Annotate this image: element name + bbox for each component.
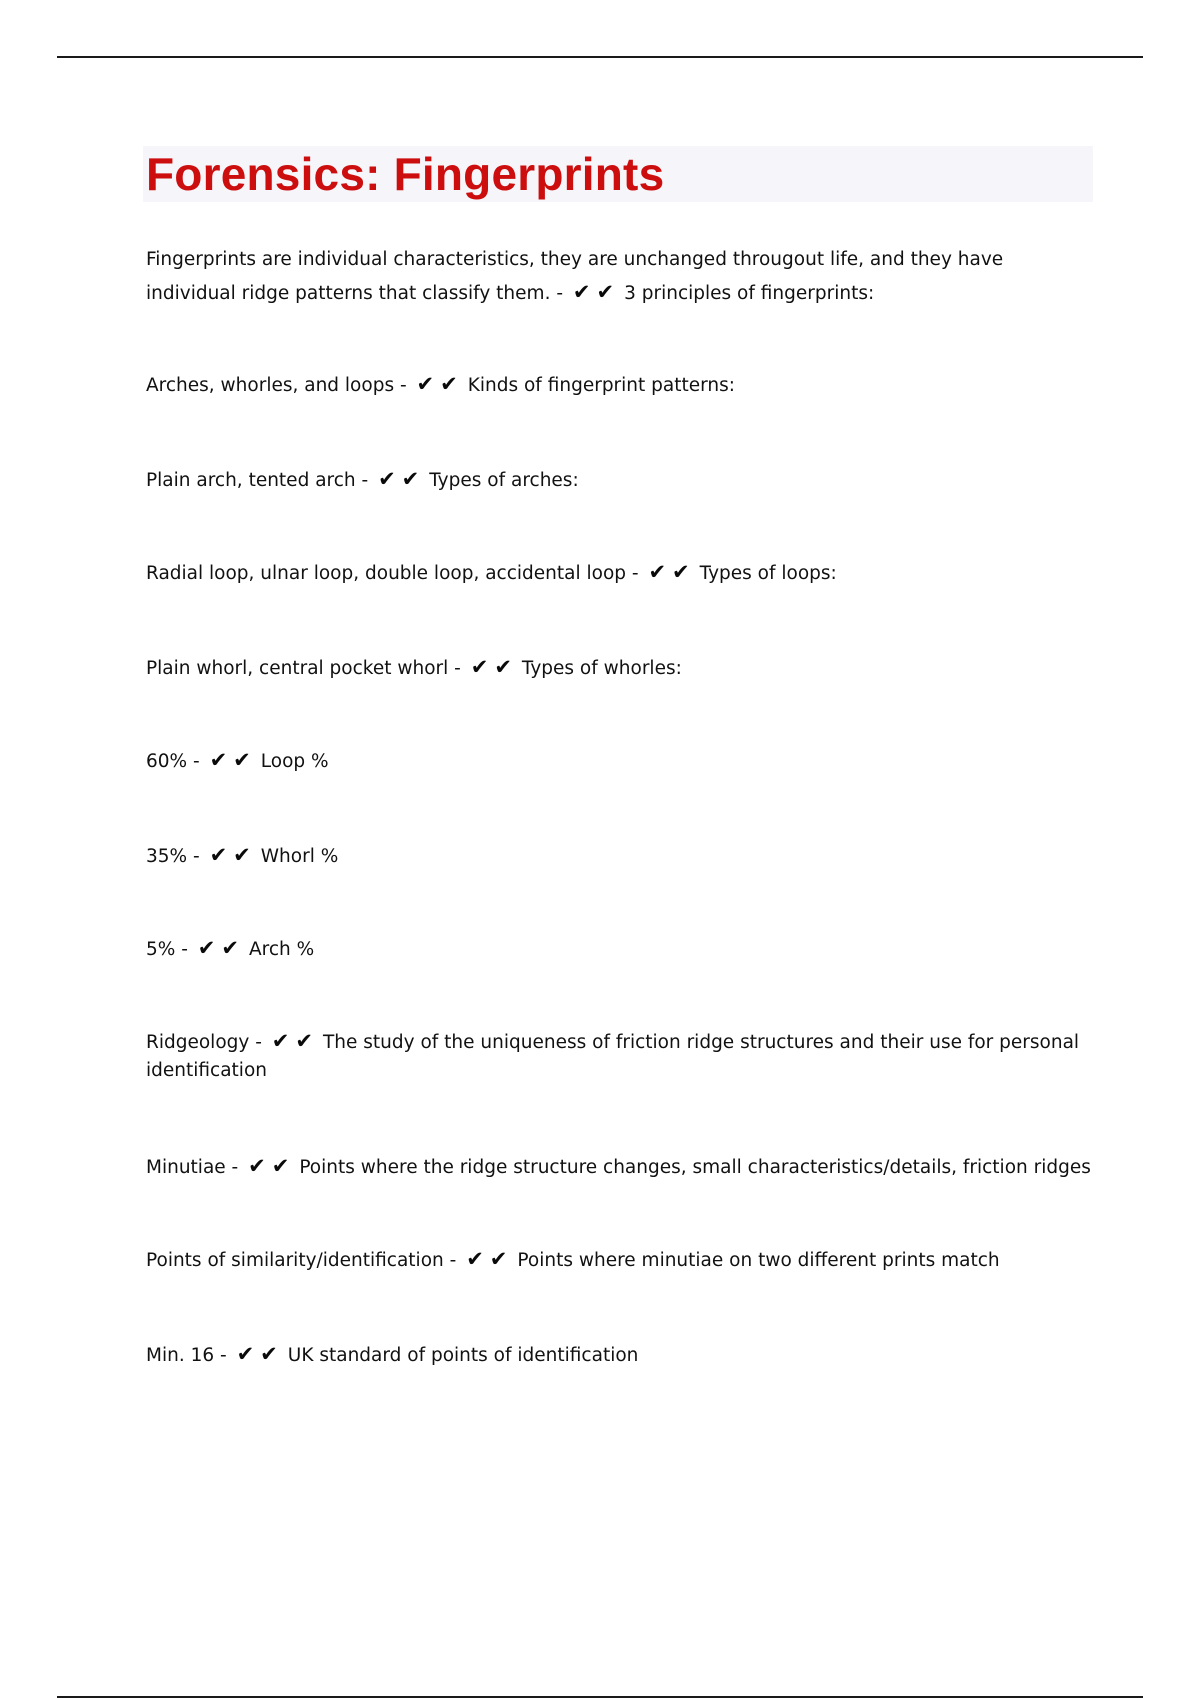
separator: - <box>550 283 569 304</box>
entry-5 <box>146 651 1086 685</box>
entry-definition: Types of arches: <box>429 470 579 491</box>
separator: - <box>394 375 413 396</box>
separator: - <box>443 1250 463 1271</box>
entry-definition: Points where the ridge structure changes, small characteristics/details, friction ridges <box>299 1157 1091 1178</box>
entry-1 <box>146 244 1086 310</box>
entry-2 <box>146 368 1086 402</box>
entry-definition: Points where minutiae on two different prints match <box>517 1250 1000 1271</box>
entry-definition: 3 principles of fingerprints: <box>624 283 875 304</box>
separator: - <box>249 1032 268 1053</box>
entry-definition: Arch % <box>249 939 315 960</box>
entry-definition: UK standard of points of identification <box>287 1345 639 1366</box>
entry-term: Fingerprints are individual characteristics, they are unchanged througout life, and they have individual ridge patterns that classify them. <box>146 249 1004 304</box>
entry-9 <box>146 1027 1086 1085</box>
entry-10 <box>146 1150 1146 1184</box>
entry-definition: The study of the uniqueness of friction ridge structures and their use for personal identification <box>146 1032 1080 1081</box>
separator: - <box>448 658 467 679</box>
entry-12 <box>146 1338 1086 1372</box>
entry-term: Min. 16 <box>146 1345 215 1366</box>
separator: - <box>175 939 194 960</box>
bottom-rule <box>57 1696 1143 1698</box>
separator: - <box>355 470 375 491</box>
double-check-icon: ✔✔ <box>470 655 518 679</box>
double-check-icon: ✔✔ <box>236 1342 284 1366</box>
double-check-icon: ✔✔ <box>378 467 426 491</box>
entry-term: Plain arch, tented arch <box>146 470 356 491</box>
entry-term: Ridgeology <box>146 1032 250 1053</box>
double-check-icon: ✔✔ <box>209 843 257 867</box>
entry-term: 60% <box>146 751 188 772</box>
entry-definition: Types of whorles: <box>521 658 682 679</box>
entry-11 <box>146 1243 1086 1277</box>
entry-definition: Types of loops: <box>699 563 837 584</box>
double-check-icon: ✔✔ <box>248 1154 296 1178</box>
double-check-icon: ✔✔ <box>416 372 464 396</box>
double-check-icon: ✔✔ <box>197 936 245 960</box>
double-check-icon: ✔✔ <box>466 1247 514 1271</box>
entry-term: Arches, whorles, and loops <box>146 375 395 396</box>
page-title: Forensics: Fingerprints <box>146 148 665 200</box>
entry-definition: Whorl % <box>260 846 339 867</box>
double-check-icon: ✔✔ <box>572 280 621 304</box>
separator: - <box>187 846 206 867</box>
entry-3 <box>146 463 1086 497</box>
entry-definition: Kinds of fingerprint patterns: <box>467 375 736 396</box>
separator: - <box>214 1345 233 1366</box>
separator: - <box>225 1157 245 1178</box>
separator: - <box>626 563 645 584</box>
top-rule <box>57 56 1143 58</box>
entry-definition: Loop % <box>260 751 329 772</box>
entry-term: Radial loop, ulnar loop, double loop, accidental loop <box>146 563 627 584</box>
entry-4 <box>146 556 1086 590</box>
entry-8 <box>146 932 1086 966</box>
entry-term: 35% <box>146 846 188 867</box>
entry-term: Plain whorl, central pocket whorl <box>146 658 449 679</box>
entry-term: Points of similarity/identification <box>146 1250 444 1271</box>
double-check-icon: ✔✔ <box>209 748 257 772</box>
entry-term: 5% <box>146 939 176 960</box>
entry-7 <box>146 839 1086 873</box>
entry-6 <box>146 744 1086 778</box>
double-check-icon: ✔✔ <box>271 1029 319 1053</box>
entry-term: Minutiae <box>146 1157 226 1178</box>
double-check-icon: ✔✔ <box>648 560 696 584</box>
separator: - <box>187 751 206 772</box>
